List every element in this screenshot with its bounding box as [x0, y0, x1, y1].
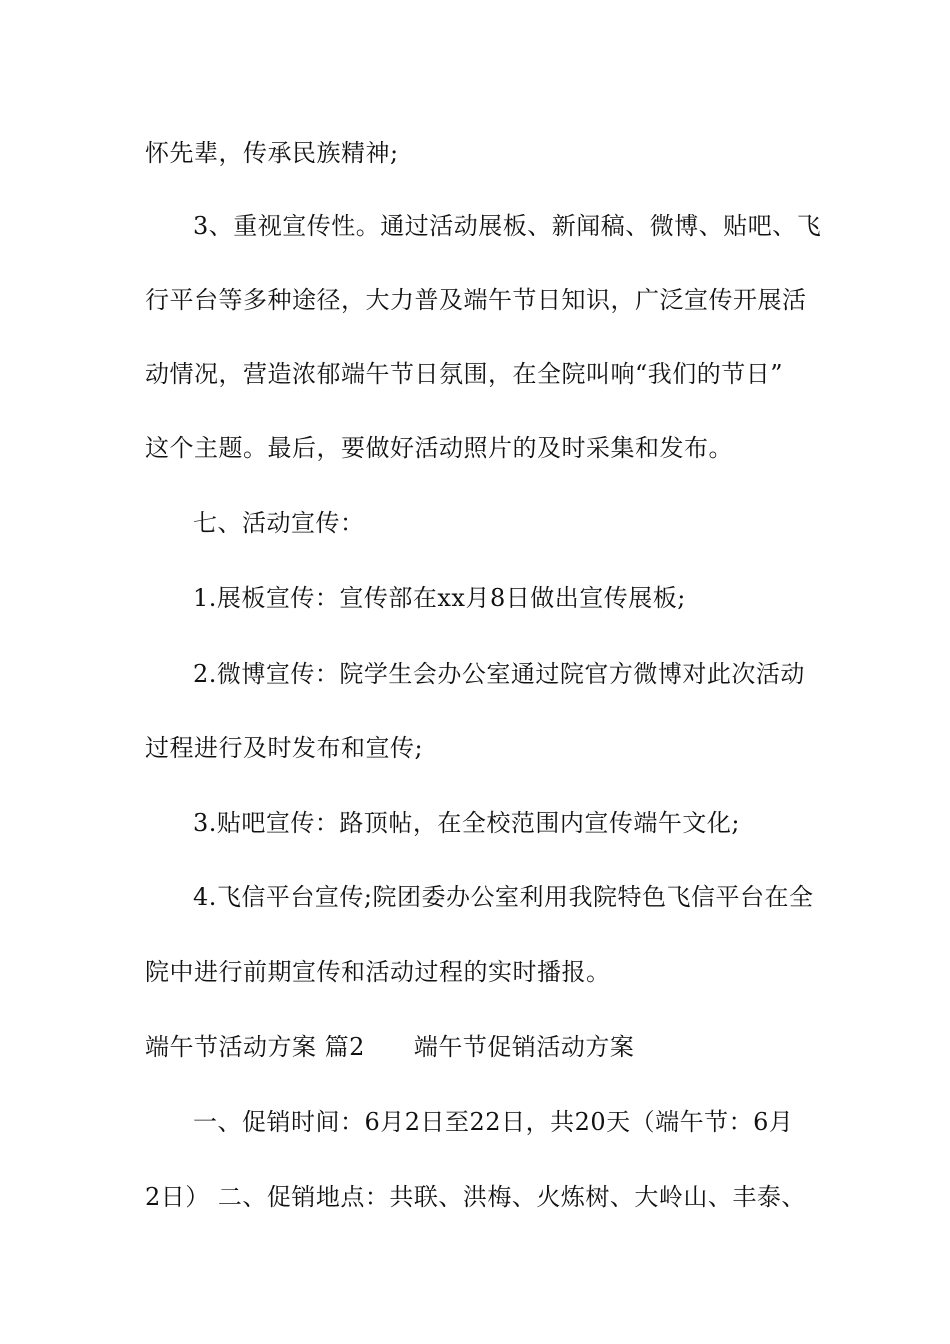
paragraph-line: 动情况，营造浓郁端午节日氛围，在全院叫响“我们的节日” [145, 360, 784, 388]
paragraph-line: 一、促销时间：6月2日至22日，共20天（端午节：6月 [193, 1108, 794, 1136]
paragraph-line: 行平台等多种途径，大力普及端午节日知识，广泛宣传开展活 [145, 286, 807, 314]
paragraph-line: 3、重视宣传性。通过活动展板、新闻稿、微博、贴吧、飞 [193, 212, 822, 240]
list-item: 3.贴吧宣传：路顶帖，在全校范围内宣传端午文化; [193, 809, 740, 837]
paragraph-line: 怀先辈，传承民族精神; [145, 139, 399, 167]
paragraph-line: 这个主题。最后，要做好活动照片的及时采集和发布。 [145, 434, 733, 462]
list-item: 2.微博宣传：院学生会办公室通过院官方微博对此次活动 [193, 660, 805, 688]
paragraph-line: 过程进行及时发布和宣传; [145, 734, 424, 762]
paragraph-line: 院中进行前期宣传和活动过程的实时播报。 [145, 958, 611, 986]
section-heading: 七、活动宣传： [193, 509, 365, 537]
list-item: 4.飞信平台宣传;院团委办公室利用我院特色飞信平台在全 [193, 883, 814, 911]
list-item: 1.展板宣传：宣传部在xx月8日做出宣传展板; [193, 584, 686, 612]
document-title: 端午节活动方案 篇2 端午节促销活动方案 [145, 1033, 635, 1061]
paragraph-line: 2日） 二、促销地点：共联、洪梅、火炼树、大岭山、丰泰、 [145, 1183, 806, 1211]
